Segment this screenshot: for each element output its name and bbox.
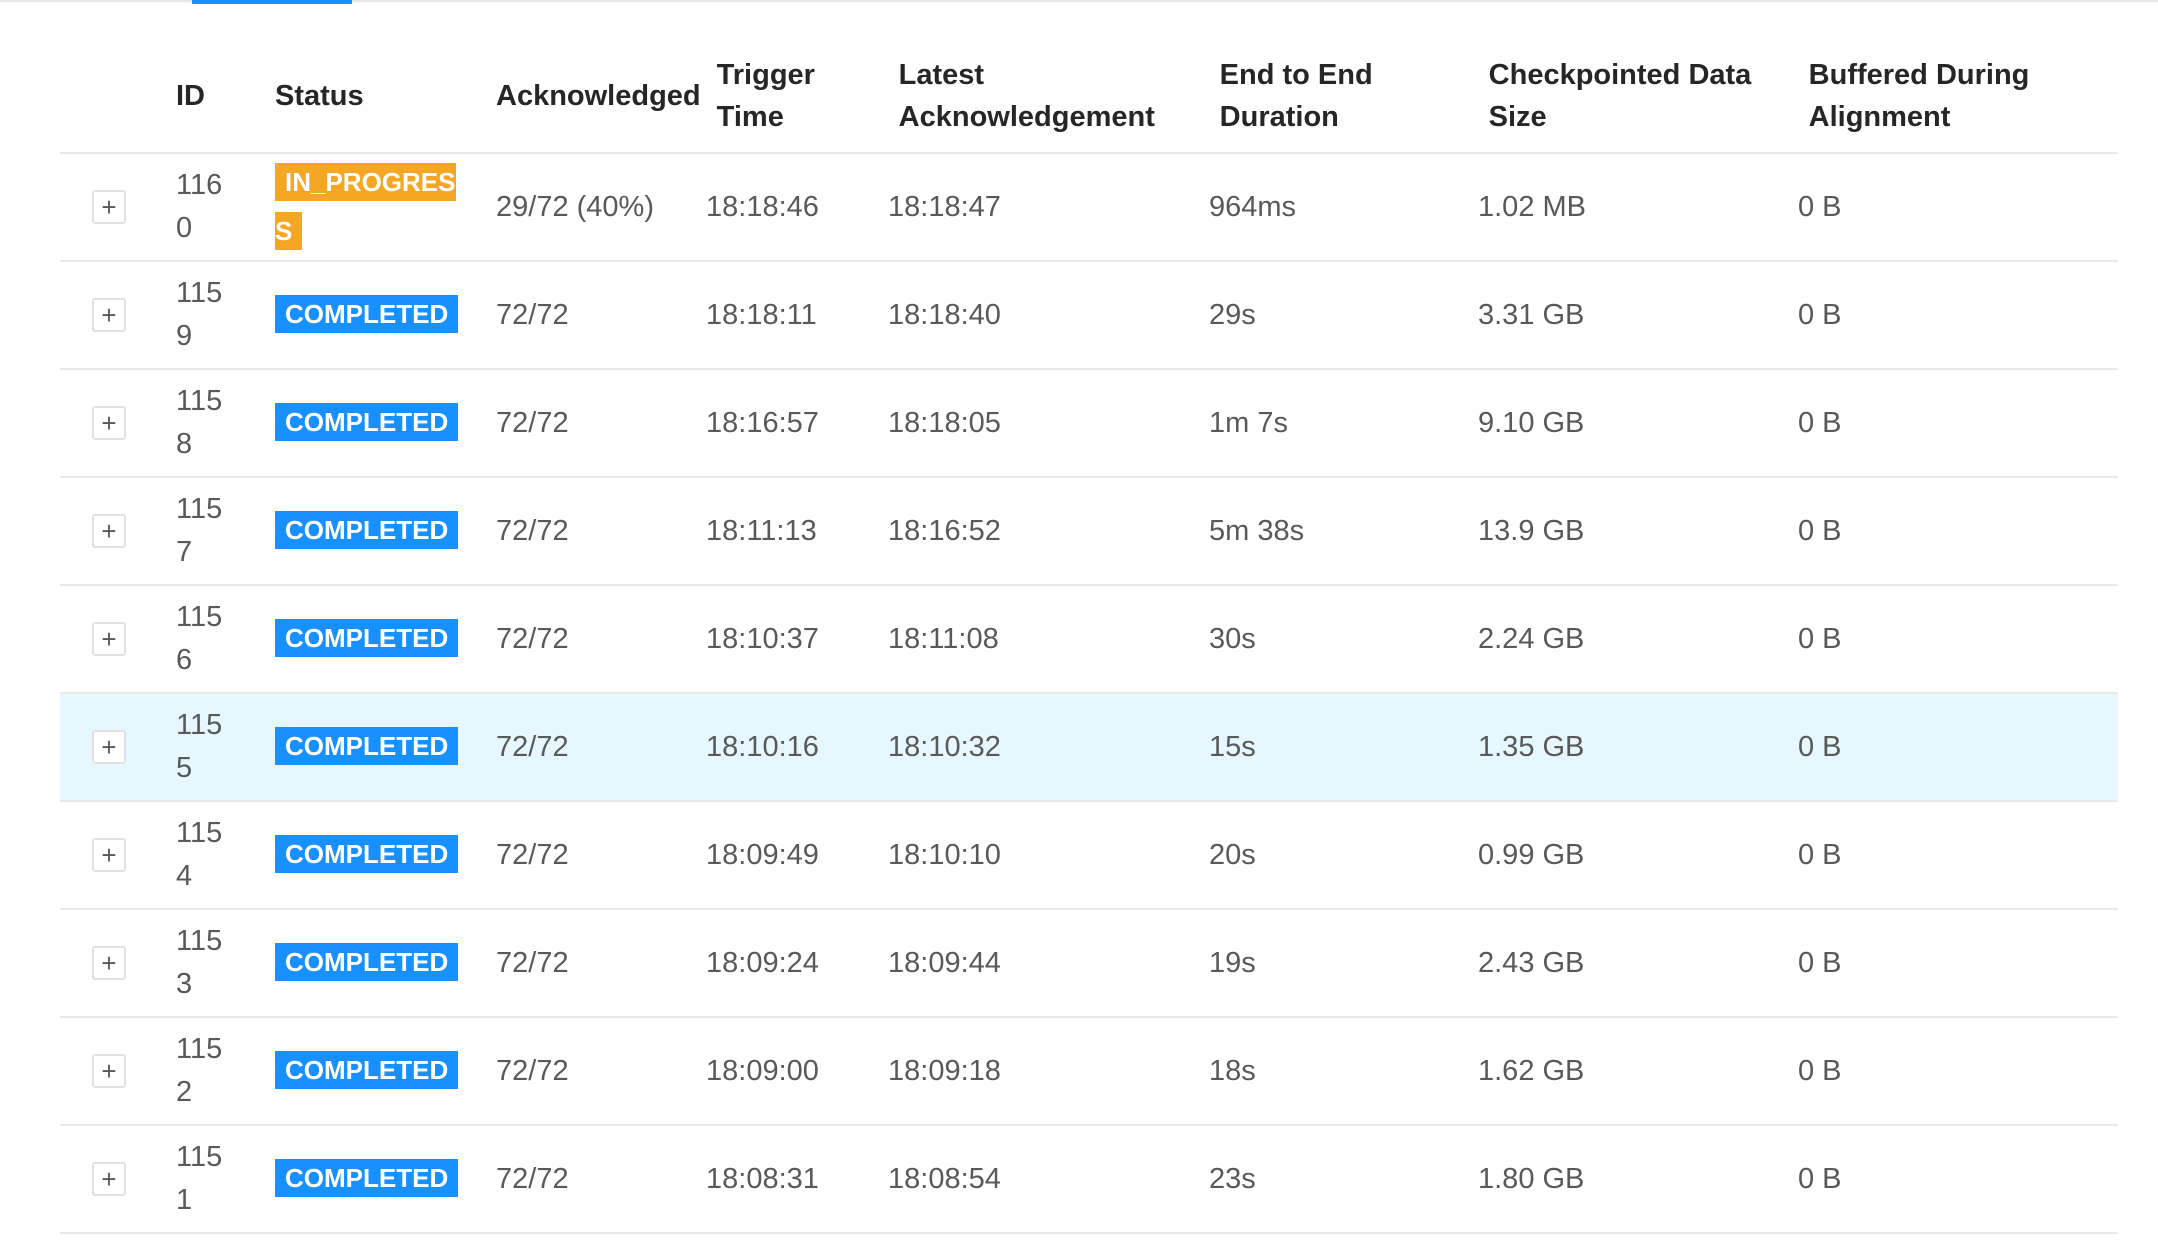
cell-expand	[60, 190, 160, 224]
acknowledged-value: 72/72	[496, 298, 569, 331]
cell-expand	[60, 514, 160, 548]
cell-checkpointed-data-size	[1462, 402, 1782, 444]
expand-row-button[interactable]: +	[92, 406, 126, 440]
latest-acknowledgement-value: 18:16:52	[888, 514, 1001, 547]
table-row	[60, 910, 2118, 1018]
latest-acknowledgement-value: 18:11:08	[888, 622, 999, 655]
cell-expand	[60, 622, 160, 656]
cell-checkpointed-data-size	[1462, 618, 1782, 660]
cell-expand	[60, 838, 160, 872]
latest-acknowledgement-value: 18:10:10	[888, 838, 1001, 871]
buffered-during-alignment-value: 0 B	[1798, 730, 1842, 763]
table-row	[60, 586, 2118, 694]
cell-latest-acknowledgement	[872, 942, 1193, 984]
expand-row-button[interactable]: +	[92, 1054, 126, 1088]
column-header-id: ID	[176, 79, 205, 112]
status-badge-box	[275, 1046, 463, 1095]
cell-trigger-time	[690, 294, 872, 336]
acknowledged-value: 72/72	[496, 1162, 569, 1195]
status-badge-box	[275, 938, 463, 987]
cell-latest-acknowledgement	[872, 510, 1193, 552]
buffered-during-alignment-value: 0 B	[1798, 1162, 1842, 1195]
cell-trigger-time	[690, 1050, 872, 1092]
status-badge: COMPLETED	[275, 619, 458, 657]
cell-id	[160, 1136, 265, 1223]
cell-acknowledged	[480, 402, 690, 444]
buffered-during-alignment-value: 0 B	[1798, 838, 1842, 871]
end-to-end-duration-value: 29s	[1209, 298, 1256, 331]
checkpointed-data-size-value: 13.9 GB	[1478, 514, 1585, 547]
cell-trigger-time	[690, 834, 872, 876]
status-badge-box	[275, 158, 463, 257]
buffered-during-alignment-value: 0 B	[1798, 622, 1842, 655]
checkpointed-data-size-value: 0.99 GB	[1478, 838, 1585, 871]
cell-acknowledged	[480, 942, 690, 984]
cell-buffered-during-alignment	[1782, 1158, 2118, 1200]
acknowledged-value: 72/72	[496, 946, 569, 979]
expand-row-button[interactable]: +	[92, 298, 126, 332]
cell-id	[160, 596, 265, 683]
active-tab-indicator	[192, 0, 352, 4]
status-badge-box	[275, 290, 463, 339]
expand-row-button[interactable]: +	[92, 190, 126, 224]
cell-buffered-during-alignment	[1782, 834, 2118, 876]
cell-id	[160, 1028, 265, 1115]
trigger-time-value: 18:09:49	[706, 838, 819, 871]
acknowledged-value: 72/72	[496, 730, 569, 763]
buffered-during-alignment-value: 0 B	[1798, 1054, 1842, 1087]
cell-status	[265, 398, 480, 447]
checkpoint-id: 1152	[176, 1032, 223, 1108]
status-badge-box	[275, 830, 463, 879]
trigger-time-value: 18:16:57	[706, 406, 819, 439]
status-badge: COMPLETED	[275, 943, 458, 981]
table-row	[60, 154, 2118, 262]
cell-end-to-end-duration	[1193, 726, 1462, 768]
checkpoint-id: 1153	[176, 924, 223, 1000]
cell-checkpointed-data-size	[1462, 726, 1782, 768]
expand-row-button[interactable]: +	[92, 946, 126, 980]
status-badge-box	[275, 722, 463, 771]
trigger-time-value: 18:09:00	[706, 1054, 819, 1087]
cell-trigger-time	[690, 942, 872, 984]
cell-id	[160, 272, 265, 359]
trigger-time-value: 18:18:46	[706, 190, 819, 223]
cell-end-to-end-duration	[1193, 510, 1462, 552]
status-badge-box	[275, 506, 463, 555]
checkpointed-data-size-value: 2.24 GB	[1478, 622, 1585, 655]
table-row	[60, 262, 2118, 370]
cell-status	[265, 722, 480, 771]
cell-status	[265, 290, 480, 339]
column-header-end_to_end_duration: End to End Duration	[1219, 58, 1373, 133]
column-header-status: Status	[275, 79, 364, 112]
expand-row-button[interactable]: +	[92, 730, 126, 764]
expand-row-button[interactable]: +	[92, 1162, 126, 1196]
trigger-time-value: 18:09:24	[706, 946, 819, 979]
checkpoint-id: 1159	[176, 276, 223, 352]
cell-trigger-time	[690, 1158, 872, 1200]
column-header-acknowledged: Acknowledged	[496, 79, 701, 112]
end-to-end-duration-value: 18s	[1209, 1054, 1256, 1087]
table-row	[60, 1126, 2118, 1234]
status-badge: COMPLETED	[275, 1159, 458, 1197]
acknowledged-value: 72/72	[496, 622, 569, 655]
checkpoints-table	[60, 40, 2118, 1234]
end-to-end-duration-value: 964ms	[1209, 190, 1297, 223]
table-row	[60, 370, 2118, 478]
latest-acknowledgement-value: 18:09:44	[888, 946, 1001, 979]
end-to-end-duration-value: 15s	[1209, 730, 1256, 763]
cell-id	[160, 164, 265, 251]
cell-id	[160, 704, 265, 791]
expand-row-button[interactable]: +	[92, 514, 126, 548]
status-badge: COMPLETED	[275, 835, 458, 873]
status-badge: COMPLETED	[275, 511, 458, 549]
cell-checkpointed-data-size	[1462, 294, 1782, 336]
cell-checkpointed-data-size	[1462, 1158, 1782, 1200]
column-header-trigger_time: Trigger Time	[716, 58, 815, 133]
table-body	[60, 154, 2118, 1234]
column-header-buffered_during_alignment: Buffered During Alignment	[1808, 58, 2030, 133]
cell-trigger-time	[690, 618, 872, 660]
cell-buffered-during-alignment	[1782, 618, 2118, 660]
cell-acknowledged	[480, 510, 690, 552]
checkpoint-id: 1151	[176, 1140, 223, 1216]
trigger-time-value: 18:08:31	[706, 1162, 819, 1195]
cell-status	[265, 938, 480, 987]
checkpointed-data-size-value: 9.10 GB	[1478, 406, 1585, 439]
checkpointed-data-size-value: 1.35 GB	[1478, 730, 1585, 763]
cell-checkpointed-data-size	[1462, 510, 1782, 552]
checkpointed-data-size-value: 1.02 MB	[1478, 190, 1586, 223]
end-to-end-duration-value: 30s	[1209, 622, 1256, 655]
checkpoint-id: 1154	[176, 816, 223, 892]
cell-end-to-end-duration	[1193, 1158, 1462, 1200]
cell-trigger-time	[690, 402, 872, 444]
cell-latest-acknowledgement	[872, 1050, 1193, 1092]
cell-acknowledged	[480, 186, 690, 228]
acknowledged-value: 72/72	[496, 1054, 569, 1087]
end-to-end-duration-value: 20s	[1209, 838, 1256, 871]
buffered-during-alignment-value: 0 B	[1798, 190, 1842, 223]
trigger-time-value: 18:11:13	[706, 514, 817, 547]
cell-status	[265, 1154, 480, 1203]
cell-expand	[60, 406, 160, 440]
cell-end-to-end-duration	[1193, 186, 1462, 228]
status-badge: COMPLETED	[275, 295, 458, 333]
table-row	[60, 694, 2118, 802]
cell-status	[265, 506, 480, 555]
table-header-row	[60, 40, 2118, 154]
cell-expand	[60, 298, 160, 332]
tab-bar	[0, 0, 2158, 4]
acknowledged-value: 72/72	[496, 406, 569, 439]
end-to-end-duration-value: 1m 7s	[1209, 406, 1288, 439]
cell-end-to-end-duration	[1193, 402, 1462, 444]
acknowledged-value: 72/72	[496, 838, 569, 871]
status-badge-box	[275, 1154, 463, 1203]
status-badge-box	[275, 614, 463, 663]
cell-acknowledged	[480, 618, 690, 660]
end-to-end-duration-value: 23s	[1209, 1162, 1256, 1195]
checkpointed-data-size-value: 1.80 GB	[1478, 1162, 1585, 1195]
end-to-end-duration-value: 5m 38s	[1209, 514, 1305, 547]
column-header-latest_acknowledgement: Latest Acknowledgement	[898, 58, 1155, 133]
expand-row-button[interactable]: +	[92, 622, 126, 656]
cell-expand	[60, 946, 160, 980]
table-row	[60, 478, 2118, 586]
cell-acknowledged	[480, 1158, 690, 1200]
cell-trigger-time	[690, 726, 872, 768]
cell-buffered-during-alignment	[1782, 942, 2118, 984]
status-badge-box	[275, 398, 463, 447]
table-row	[60, 1018, 2118, 1126]
latest-acknowledgement-value: 18:09:18	[888, 1054, 1001, 1087]
end-to-end-duration-value: 19s	[1209, 946, 1256, 979]
cell-trigger-time	[690, 186, 872, 228]
cell-latest-acknowledgement	[872, 294, 1193, 336]
checkpointed-data-size-value: 3.31 GB	[1478, 298, 1585, 331]
checkpoint-id: 1158	[176, 384, 223, 460]
checkpoint-id: 1157	[176, 492, 223, 568]
cell-end-to-end-duration	[1193, 618, 1462, 660]
cell-latest-acknowledgement	[872, 402, 1193, 444]
table-row	[60, 802, 2118, 910]
latest-acknowledgement-value: 18:18:40	[888, 298, 1001, 331]
checkpoint-id: 1160	[176, 168, 223, 244]
buffered-during-alignment-value: 0 B	[1798, 514, 1842, 547]
acknowledged-value: 29/72 (40%)	[496, 190, 654, 223]
cell-id	[160, 380, 265, 467]
latest-acknowledgement-value: 18:18:05	[888, 406, 1001, 439]
cell-latest-acknowledgement	[872, 186, 1193, 228]
cell-checkpointed-data-size	[1462, 834, 1782, 876]
cell-checkpointed-data-size	[1462, 1050, 1782, 1092]
cell-id	[160, 920, 265, 1007]
expand-row-button[interactable]: +	[92, 838, 126, 872]
cell-checkpointed-data-size	[1462, 942, 1782, 984]
cell-id	[160, 812, 265, 899]
cell-acknowledged	[480, 726, 690, 768]
status-badge: IN_PROGRESS	[275, 163, 456, 250]
latest-acknowledgement-value: 18:08:54	[888, 1162, 1001, 1195]
checkpoint-id: 1155	[176, 708, 223, 784]
cell-buffered-during-alignment	[1782, 186, 2118, 228]
cell-status	[265, 830, 480, 879]
trigger-time-value: 18:10:16	[706, 730, 819, 763]
cell-status	[265, 158, 480, 257]
cell-trigger-time	[690, 510, 872, 552]
acknowledged-value: 72/72	[496, 514, 569, 547]
cell-checkpointed-data-size	[1462, 186, 1782, 228]
cell-acknowledged	[480, 834, 690, 876]
cell-buffered-during-alignment	[1782, 1050, 2118, 1092]
status-badge: COMPLETED	[275, 1051, 458, 1089]
cell-buffered-during-alignment	[1782, 294, 2118, 336]
checkpoint-id: 1156	[176, 600, 223, 676]
cell-buffered-during-alignment	[1782, 402, 2118, 444]
checkpointed-data-size-value: 2.43 GB	[1478, 946, 1585, 979]
checkpointed-data-size-value: 1.62 GB	[1478, 1054, 1585, 1087]
buffered-during-alignment-value: 0 B	[1798, 298, 1842, 331]
cell-latest-acknowledgement	[872, 1158, 1193, 1200]
trigger-time-value: 18:18:11	[706, 298, 817, 331]
cell-expand	[60, 1054, 160, 1088]
cell-buffered-during-alignment	[1782, 510, 2118, 552]
cell-end-to-end-duration	[1193, 294, 1462, 336]
cell-id	[160, 488, 265, 575]
cell-status	[265, 614, 480, 663]
buffered-during-alignment-value: 0 B	[1798, 406, 1842, 439]
cell-acknowledged	[480, 1050, 690, 1092]
cell-latest-acknowledgement	[872, 726, 1193, 768]
status-badge: COMPLETED	[275, 727, 458, 765]
cell-end-to-end-duration	[1193, 834, 1462, 876]
cell-buffered-during-alignment	[1782, 726, 2118, 768]
cell-expand	[60, 730, 160, 764]
cell-latest-acknowledgement	[872, 834, 1193, 876]
cell-acknowledged	[480, 294, 690, 336]
cell-status	[265, 1046, 480, 1095]
status-badge: COMPLETED	[275, 403, 458, 441]
cell-end-to-end-duration	[1193, 942, 1462, 984]
cell-expand	[60, 1162, 160, 1196]
latest-acknowledgement-value: 18:18:47	[888, 190, 1001, 223]
column-header-checkpointed_data_size: Checkpointed Data Size	[1488, 58, 1752, 133]
cell-end-to-end-duration	[1193, 1050, 1462, 1092]
buffered-during-alignment-value: 0 B	[1798, 946, 1842, 979]
latest-acknowledgement-value: 18:10:32	[888, 730, 1001, 763]
trigger-time-value: 18:10:37	[706, 622, 819, 655]
cell-latest-acknowledgement	[872, 618, 1193, 660]
